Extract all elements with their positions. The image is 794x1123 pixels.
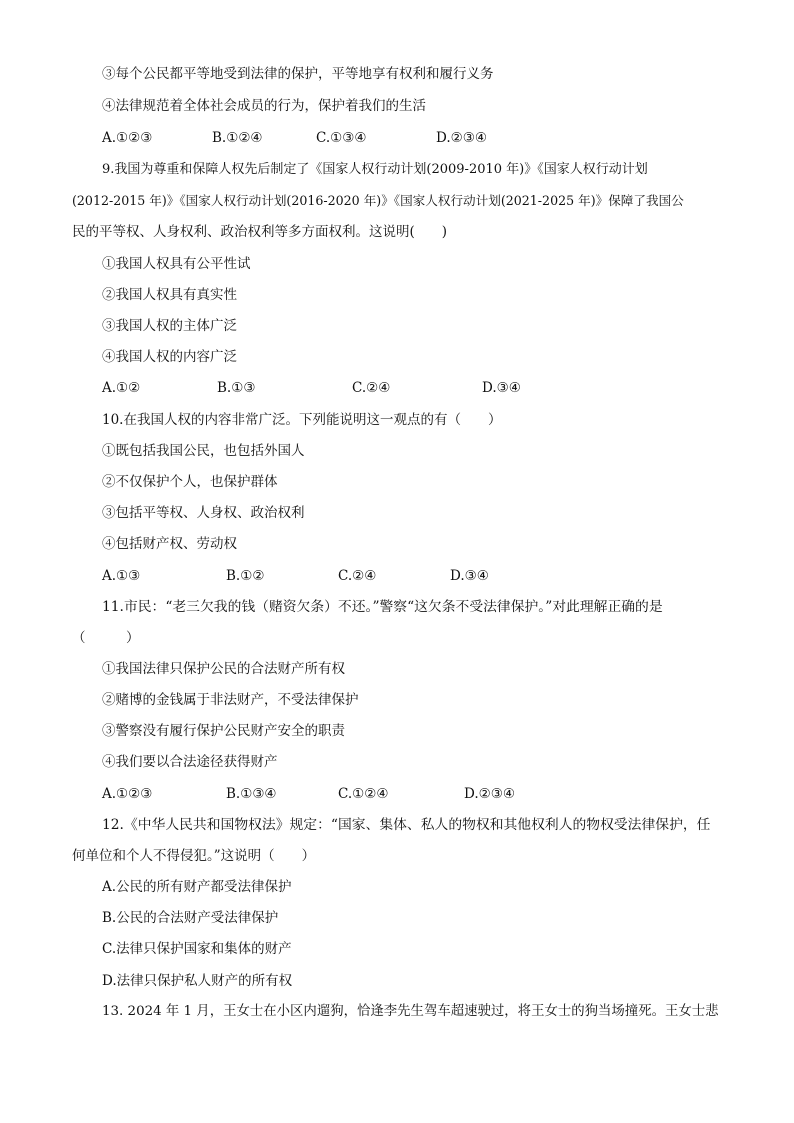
q10-option-a[interactable]: A.①③ bbox=[102, 568, 141, 584]
q10-option-c[interactable]: C.②④ bbox=[338, 568, 377, 584]
q8-option-c[interactable]: C.①③④ bbox=[316, 130, 367, 146]
q10-statement-4: ④包括财产权、劳动权 bbox=[102, 536, 237, 552]
q11-stem-line-2: （ ） bbox=[72, 630, 140, 646]
q10-statement-2: ②不仅保护个人，也保护群体 bbox=[102, 474, 278, 490]
q8-option-a[interactable]: A.①②③ bbox=[102, 130, 153, 146]
q12-option-a[interactable]: A.公民的所有财产都受法律保护 bbox=[102, 879, 292, 895]
q10-option-d[interactable]: D.③④ bbox=[450, 568, 489, 584]
q9-options bbox=[102, 378, 722, 398]
q11-statement-2: ②赌博的金钱属于非法财产，不受法律保护 bbox=[102, 692, 359, 708]
q8-option-d[interactable]: D.②③④ bbox=[436, 130, 487, 146]
q12-option-b[interactable]: B.公民的合法财产受法律保护 bbox=[102, 910, 279, 926]
q9-option-b[interactable]: B.①③ bbox=[217, 380, 256, 396]
q11-statement-4: ④我们要以合法途径获得财产 bbox=[102, 754, 278, 770]
q10-options bbox=[102, 566, 722, 586]
q11-option-b[interactable]: B.①③④ bbox=[226, 786, 277, 802]
q11-statement-1: ①我国法律只保护公民的合法财产所有权 bbox=[102, 661, 345, 677]
q9-option-c[interactable]: C.②④ bbox=[352, 380, 391, 396]
q8-option-b[interactable]: B.①②④ bbox=[212, 130, 263, 146]
q9-statement-1: ①我国人权具有公平性试 bbox=[102, 256, 251, 272]
q9-statement-4: ④我国人权的内容广泛 bbox=[102, 349, 237, 365]
q13-stem-line-1: 13. 2024 年 1 月，王女士在小区内遛狗，恰逢李先生驾车超速驶过，将王女士的狗当场撞死。王女士悲 bbox=[102, 1004, 719, 1019]
q9-stem-line-3: 民的平等权、人身权利、政治权利等多方面权利。这说明( ) bbox=[72, 224, 448, 240]
q8-statement-4: ④法律规范着全体社会成员的行为，保护着我们的生活 bbox=[102, 98, 426, 114]
q12-option-c[interactable]: C.法律只保护国家和集体的财产 bbox=[102, 941, 292, 957]
q8-statement-3: ③每个公民都平等地受到法律的保护，平等地享有权利和履行义务 bbox=[102, 66, 494, 82]
q9-statement-2: ②我国人权具有真实性 bbox=[102, 287, 237, 303]
q9-stem-line-1: 9.我国为尊重和保障人权先后制定了《国家人权行动计划(2009-2010 年)》《国家人权行动计划 bbox=[102, 162, 648, 177]
q9-option-d[interactable]: D.③④ bbox=[482, 380, 521, 396]
q9-statement-3: ③我国人权的主体广泛 bbox=[102, 318, 237, 334]
q11-option-a[interactable]: A.①②③ bbox=[102, 786, 153, 802]
q9-stem-line-2: (2012-2015 年)》《国家人权行动计划(2016-2020 年)》《国家人权行动计划(2021-2025 年)》保障了我国公 bbox=[72, 193, 684, 208]
q10-stem: 10.在我国人权的内容非常广泛。下列能说明这一观点的有（ ） bbox=[102, 412, 502, 428]
q12-option-d[interactable]: D.法律只保护私人财产的所有权 bbox=[102, 973, 293, 989]
q11-options bbox=[102, 784, 722, 804]
q8-options bbox=[102, 128, 722, 148]
q12-stem-line-2: 何单位和个人不得侵犯。”这说明（ ） bbox=[72, 848, 316, 864]
q10-statement-3: ③包括平等权、人身权、政治权利 bbox=[102, 505, 305, 521]
q11-stem-line-1: 11.市民：“老三欠我的钱（赌资欠条）不还。”警察“这欠条不受法律保护。”对此理解正确的是 bbox=[102, 599, 663, 615]
q11-statement-3: ③警察没有履行保护公民财产安全的职责 bbox=[102, 723, 345, 739]
q10-option-b[interactable]: B.①② bbox=[226, 568, 265, 584]
q11-option-c[interactable]: C.①②④ bbox=[338, 786, 389, 802]
q10-statement-1: ①既包括我国公民，也包括外国人 bbox=[102, 443, 305, 459]
q9-option-a[interactable]: A.①② bbox=[102, 380, 141, 396]
q11-option-d[interactable]: D.②③④ bbox=[464, 786, 515, 802]
q12-stem-line-1: 12.《中华人民共和国物权法》规定：“国家、集体、私人的物权和其他权利人的物权受法律保护，任 bbox=[102, 817, 711, 833]
